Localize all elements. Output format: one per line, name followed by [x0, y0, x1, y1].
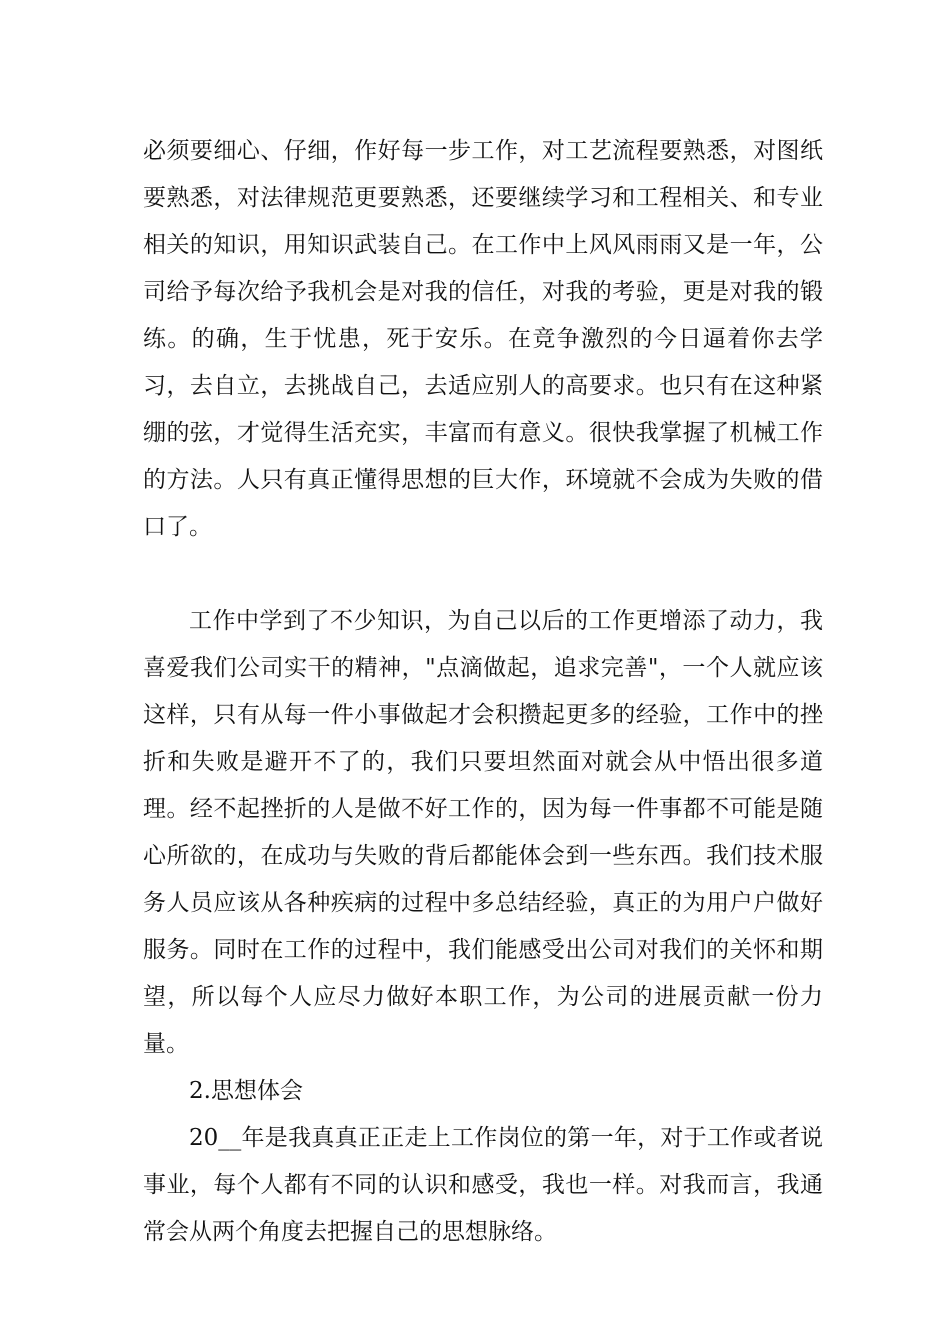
paragraph-2: 工作中学到了不少知识，为自己以后的工作更增添了动力，我喜爱我们公司实干的精神，"点滴做起，追求完善"，一个人就应该这样，只有从每一件小事做起才会积攒起更多的经验，工作中的挫折和失败是避开不了的，我们只要坦然面对就会从中悟出很多道理。经不起挫折的人是做不好工作的，因为每一件事都不可能是随心所欲的，在成功与失败的背后都能体会到一些东西。我们技术服务人员应该从各种疾病的过程中多总结经验，真正的为用户户做好服务。同时在工作的过程中，我们能感受出公司对我们的关怀和期望，所以每个人应尽力做好本职工作，为公司的进展贡献一份力量。: [143, 608, 823, 1057]
section-heading: 2.思想体会: [189, 1078, 303, 1104]
paragraph-1: 必须要细心、仔细，作好每一步工作，对工艺流程要熟悉，对图纸要熟悉，对法律规范更要熟悉，还要继续学习和工程相关、和专业相关的知识，用知识武装自己。在工作中上风风雨雨又是一年，公司给予每次给予我机会是对我的信任，对我的考验，更是对我的锻练。的确，生于忧患，死于安乐。在竞争激烈的今日逼着你去学习，去自立，去挑战自己，去适应别人的高要求。也只有在这种紧绷的弦，才觉得生活充实，丰富而有意义。很快我掌握了机械工作的方法。人只有真正懂得思想的巨大作，环境就不会成为失败的借口了。: [143, 138, 823, 540]
document-body: [143, 128, 823, 1256]
paragraph-spacer: [143, 551, 823, 598]
paragraph-3: 20__年是我真真正正走上工作岗位的第一年，对于工作或者说事业，每个人都有不同的认识和感受，我也一样。对我而言，我通常会从两个角度去把握自己的思想脉络。: [143, 1125, 823, 1245]
